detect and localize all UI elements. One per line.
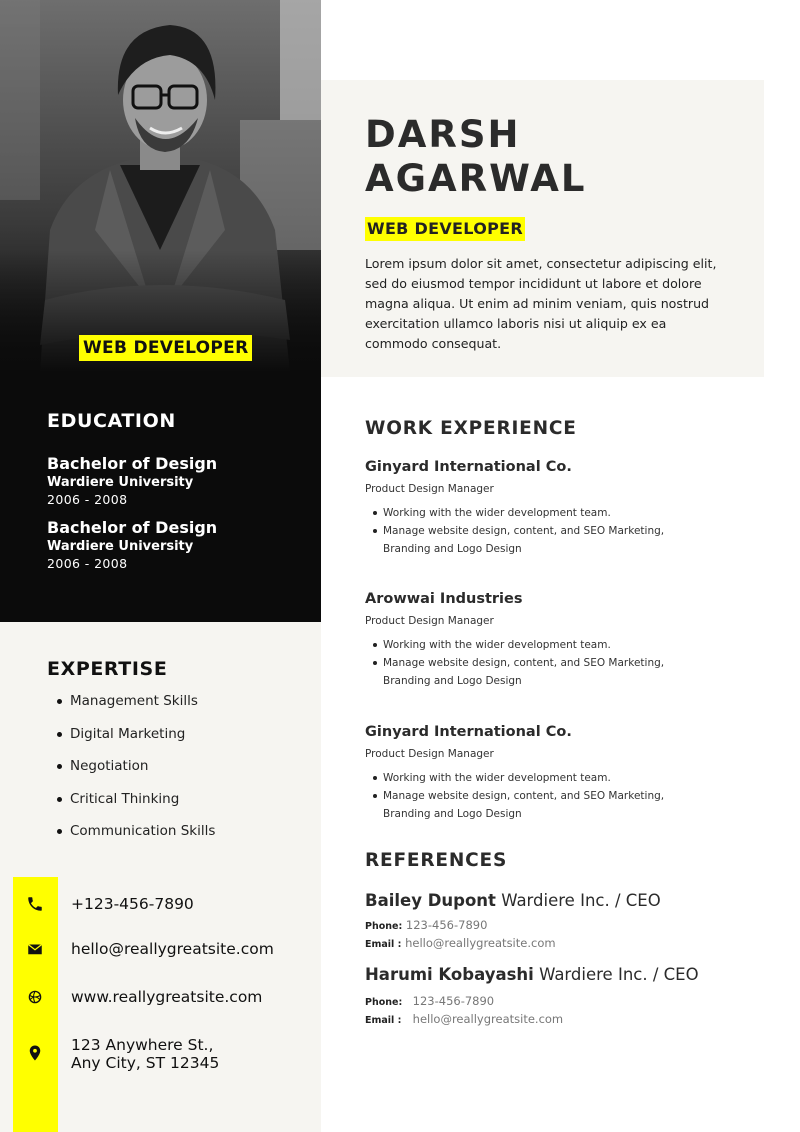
job-entry (365, 723, 745, 823)
education-item (47, 518, 321, 572)
job-bullet: Manage website design, content, and SEO Marketing, Branding and Logo Design (365, 522, 685, 558)
job-entry (365, 458, 745, 558)
contact-address-line2: Any City, ST 12345 (71, 1054, 220, 1072)
education-years: 2006 - 2008 (47, 492, 128, 507)
education-school: Wardiere University (47, 539, 194, 554)
job-bullets (365, 636, 745, 690)
job-bullet: Manage website design, content, and SEO Marketing, Branding and Logo Design (365, 654, 685, 690)
mail-icon (26, 940, 44, 958)
reference-email[interactable]: hello@reallygreatsite.com (405, 936, 556, 950)
contact-phone[interactable]: +123-456-7890 (71, 895, 194, 913)
globe-icon (26, 988, 44, 1006)
expertise-item: Management Skills (47, 692, 215, 725)
first-name: DARSH (365, 113, 521, 156)
job-company: Ginyard International Co. (365, 724, 572, 740)
reference-phone-label: Phone: (365, 997, 403, 1008)
reference-name: Harumi Kobayashi (365, 965, 534, 984)
education-section (0, 372, 321, 622)
reference-phone-line (365, 917, 785, 935)
references-section (365, 850, 785, 1026)
reference-email-label: Email : (365, 1015, 402, 1026)
reference-phone-label: Phone: (365, 921, 403, 932)
left-bottom-panel (0, 622, 321, 1132)
profile-summary: Lorem ipsum dolor sit amet, consectetur adipiscing elit, sed do eiusmod tempor incididunt ut labore et dolore magna aliqua. Ut enim ad minim veniam, quis nostrud exercitation ullamco laboris nisi ut aliquip ex ea commodo consequat. (365, 256, 717, 351)
reference-heading (365, 890, 785, 912)
reference-company: Wardiere Inc. / CEO (501, 891, 661, 910)
job-company: Ginyard International Co. (365, 459, 572, 475)
header-panel (321, 80, 764, 377)
reference-name: Bailey Dupont (365, 891, 496, 910)
references-title: REFERENCES (365, 850, 508, 871)
reference-company: Wardiere Inc. / CEO (539, 965, 699, 984)
job-title: Product Design Manager (365, 748, 494, 760)
last-name: AGARWAL (365, 157, 587, 200)
job-bullets (365, 504, 745, 558)
expertise-item: Communication Skills (47, 822, 215, 855)
job-title: Product Design Manager (365, 483, 494, 495)
profile-photo (0, 0, 321, 372)
expertise-item: Critical Thinking (47, 790, 215, 823)
job-entry (365, 590, 745, 690)
job-bullet: Working with the wider development team. (365, 769, 685, 787)
work-experience-section (365, 418, 745, 820)
reference-email-line (365, 1011, 785, 1029)
contact-address-line1: 123 Anywhere St., (71, 1036, 214, 1054)
job-title: Product Design Manager (365, 615, 494, 627)
role-tag: WEB DEVELOPER (365, 217, 525, 241)
education-years: 2006 - 2008 (47, 556, 128, 571)
expertise-item: Negotiation (47, 757, 215, 790)
expertise-title: EXPERTISE (47, 658, 168, 680)
work-experience-title: WORK EXPERIENCE (365, 418, 577, 439)
reference-heading (365, 964, 785, 986)
contact-website[interactable]: www.reallygreatsite.com (71, 988, 263, 1006)
job-bullets (365, 769, 745, 823)
reference-phone-line (365, 993, 785, 1011)
education-item (47, 454, 321, 508)
reference-email-line (365, 935, 785, 953)
expertise-list (47, 692, 215, 855)
education-school: Wardiere University (47, 475, 194, 490)
job-bullet: Working with the wider development team. (365, 504, 685, 522)
job-company: Arowwai Industries (365, 591, 523, 607)
phone-icon (26, 895, 44, 913)
reference-entry (365, 964, 785, 1029)
reference-entry (365, 890, 785, 953)
job-bullet: Working with the wider development team. (365, 636, 685, 654)
contact-email[interactable]: hello@reallygreatsite.com (71, 940, 274, 958)
education-degree: Bachelor of Design (47, 518, 218, 537)
reference-phone[interactable]: 123-456-7890 (405, 918, 488, 932)
profile-photo-illustration (0, 0, 321, 372)
reference-email-label: Email : (365, 939, 402, 950)
expertise-item: Digital Marketing (47, 725, 215, 758)
expertise-section (47, 658, 215, 855)
reference-phone[interactable]: 123-456-7890 (412, 994, 495, 1008)
job-bullet: Manage website design, content, and SEO Marketing, Branding and Logo Design (365, 787, 685, 823)
education-title: EDUCATION (47, 410, 176, 432)
location-pin-icon (26, 1044, 44, 1062)
photo-role-tag: WEB DEVELOPER (79, 335, 252, 361)
education-degree: Bachelor of Design (47, 454, 218, 473)
reference-email[interactable]: hello@reallygreatsite.com (412, 1012, 564, 1026)
